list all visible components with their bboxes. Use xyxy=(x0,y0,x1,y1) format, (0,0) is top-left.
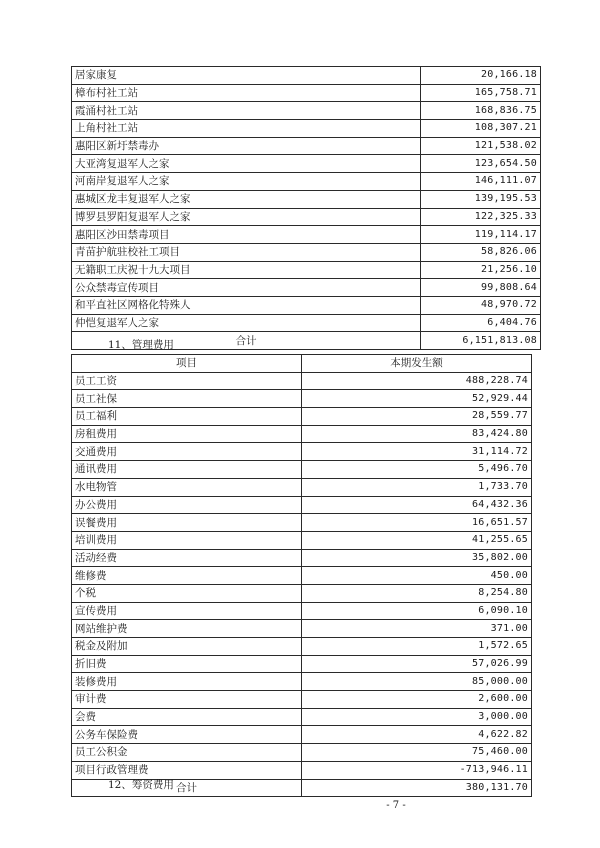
table-row xyxy=(72,67,541,85)
row-amount: 31,114.72 xyxy=(302,443,532,461)
table-row xyxy=(72,726,532,744)
row-item-name: 装修费用 xyxy=(72,673,302,691)
row-item-name: 水电物管 xyxy=(72,478,302,496)
row-item-name: 博罗县罗阳复退军人之家 xyxy=(72,208,421,226)
row-item-name: 房租费用 xyxy=(72,425,302,443)
table-row xyxy=(72,208,541,226)
table-row xyxy=(72,478,532,496)
row-item-name: 折旧费 xyxy=(72,655,302,673)
row-item-name: 仲恺复退军人之家 xyxy=(72,314,421,332)
row-item-name: 青苗护航驻校社工项目 xyxy=(72,243,421,261)
row-amount: 99,808.64 xyxy=(421,279,541,297)
row-amount: 2,600.00 xyxy=(302,691,532,709)
table-row xyxy=(72,708,532,726)
row-amount: 75,460.00 xyxy=(302,744,532,762)
row-amount: 21,256.10 xyxy=(421,261,541,279)
row-item-name: 惠阳区新圩禁毒办 xyxy=(72,137,421,155)
row-amount: 8,254.80 xyxy=(302,584,532,602)
table-row xyxy=(72,190,541,208)
row-amount: 1,572.65 xyxy=(302,638,532,656)
row-item-name: 通讯费用 xyxy=(72,461,302,479)
row-amount: 371.00 xyxy=(302,620,532,638)
row-amount: 41,255.65 xyxy=(302,531,532,549)
table-row xyxy=(72,514,532,532)
row-item-name: 惠阳区沙田禁毒项目 xyxy=(72,226,421,244)
row-item-name: 公众禁毒宣传项目 xyxy=(72,279,421,297)
row-item-name: 公务车保险费 xyxy=(72,726,302,744)
row-amount: 123,654.50 xyxy=(421,155,541,173)
row-item-name: 税金及附加 xyxy=(72,638,302,656)
row-item-name: 宣传费用 xyxy=(72,602,302,620)
row-item-name: 惠城区龙丰复退军人之家 xyxy=(72,190,421,208)
total-amount: 6,151,813.08 xyxy=(421,332,541,350)
table-row xyxy=(72,408,532,426)
section-12-title: 12、筹资费用 xyxy=(108,779,174,791)
row-amount: 450.00 xyxy=(302,567,532,585)
row-amount: 20,166.18 xyxy=(421,67,541,85)
table-row xyxy=(72,390,532,408)
row-item-name: 审计费 xyxy=(72,691,302,709)
row-item-name: 大亚湾复退军人之家 xyxy=(72,155,421,173)
row-item-name: 樟布村社工站 xyxy=(72,84,421,102)
row-item-name: 误餐费用 xyxy=(72,514,302,532)
section-11-title: 11、管理费用 xyxy=(108,339,174,351)
table-row xyxy=(72,744,532,762)
row-item-name: 员工福利 xyxy=(72,408,302,426)
row-amount: 85,000.00 xyxy=(302,673,532,691)
project-expense-table xyxy=(71,66,541,350)
total-label: 合计 xyxy=(72,332,421,350)
row-item-name: 会费 xyxy=(72,708,302,726)
table-row xyxy=(72,567,532,585)
row-amount: 488,228.74 xyxy=(302,372,532,390)
management-expense-table xyxy=(71,354,532,797)
table-row xyxy=(72,314,541,332)
row-amount: 4,622.82 xyxy=(302,726,532,744)
row-item-name: 河南岸复退军人之家 xyxy=(72,173,421,191)
header-item: 项目 xyxy=(72,355,302,373)
table-row xyxy=(72,243,541,261)
table-row xyxy=(72,549,532,567)
row-item-name: 居家康复 xyxy=(72,67,421,85)
table-row xyxy=(72,443,532,461)
row-item-name: 员工工资 xyxy=(72,372,302,390)
table-row xyxy=(72,84,541,102)
table-row xyxy=(72,620,532,638)
table-row xyxy=(72,496,532,514)
total-label: 合计 xyxy=(72,779,302,797)
row-amount: 168,836.75 xyxy=(421,102,541,120)
row-amount: -713,946.11 xyxy=(302,761,532,779)
row-amount: 6,404.76 xyxy=(421,314,541,332)
row-amount: 48,970.72 xyxy=(421,296,541,314)
row-item-name: 个税 xyxy=(72,584,302,602)
row-item-name: 员工社保 xyxy=(72,390,302,408)
row-amount: 6,090.10 xyxy=(302,602,532,620)
table-row xyxy=(72,655,532,673)
total-amount: 380,131.70 xyxy=(302,779,532,797)
table-row xyxy=(72,120,541,138)
row-item-name: 员工公积金 xyxy=(72,744,302,762)
row-amount: 35,802.00 xyxy=(302,549,532,567)
table-row xyxy=(72,296,541,314)
row-amount: 1,733.70 xyxy=(302,478,532,496)
table-row xyxy=(72,425,532,443)
table-row xyxy=(72,155,541,173)
table-header-row xyxy=(72,355,532,373)
row-amount: 108,307.21 xyxy=(421,120,541,138)
page-number: - 7 - xyxy=(386,800,406,811)
row-item-name: 培训费用 xyxy=(72,531,302,549)
row-amount: 28,559.77 xyxy=(302,408,532,426)
row-item-name: 活动经费 xyxy=(72,549,302,567)
row-amount: 139,195.53 xyxy=(421,190,541,208)
row-item-name: 霞涌村社工站 xyxy=(72,102,421,120)
row-item-name: 维修费 xyxy=(72,567,302,585)
table-row xyxy=(72,602,532,620)
row-amount: 83,424.80 xyxy=(302,425,532,443)
row-amount: 146,111.07 xyxy=(421,173,541,191)
table-row xyxy=(72,372,532,390)
row-amount: 64,432.36 xyxy=(302,496,532,514)
row-amount: 5,496.70 xyxy=(302,461,532,479)
row-amount: 121,538.02 xyxy=(421,137,541,155)
row-amount: 3,000.00 xyxy=(302,708,532,726)
row-amount: 57,026.99 xyxy=(302,655,532,673)
table-row xyxy=(72,279,541,297)
row-item-name: 办公费用 xyxy=(72,496,302,514)
table-row xyxy=(72,584,532,602)
table-row xyxy=(72,531,532,549)
table-row xyxy=(72,226,541,244)
table-row xyxy=(72,261,541,279)
row-amount: 122,325.33 xyxy=(421,208,541,226)
row-item-name: 无籍职工庆祝十九大项目 xyxy=(72,261,421,279)
row-amount: 52,929.44 xyxy=(302,390,532,408)
table-row xyxy=(72,638,532,656)
row-item-name: 上角村社工站 xyxy=(72,120,421,138)
row-amount: 58,826.06 xyxy=(421,243,541,261)
header-amount: 本期发生额 xyxy=(302,355,532,373)
row-amount: 16,651.57 xyxy=(302,514,532,532)
row-item-name: 和平直社区网格化特殊人 xyxy=(72,296,421,314)
table-row xyxy=(72,673,532,691)
table-row xyxy=(72,137,541,155)
table-row xyxy=(72,461,532,479)
table-row xyxy=(72,102,541,120)
row-item-name: 项目行政管理费 xyxy=(72,761,302,779)
row-item-name: 网站维护费 xyxy=(72,620,302,638)
row-amount: 119,114.17 xyxy=(421,226,541,244)
table-row xyxy=(72,173,541,191)
row-item-name: 交通费用 xyxy=(72,443,302,461)
row-amount: 165,758.71 xyxy=(421,84,541,102)
table-row xyxy=(72,691,532,709)
